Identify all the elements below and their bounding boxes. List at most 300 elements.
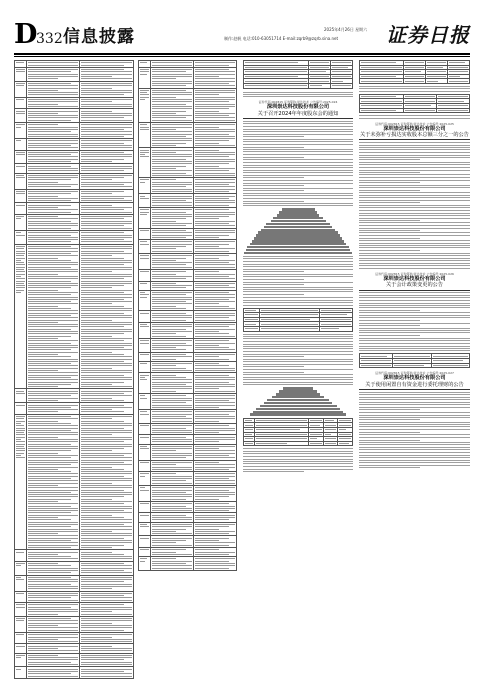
text-line	[152, 117, 186, 118]
text-line	[28, 512, 71, 513]
text-line	[152, 235, 192, 236]
table-row	[139, 435, 237, 444]
text-line	[152, 313, 186, 314]
text-line	[195, 237, 219, 238]
table-cell	[193, 290, 236, 311]
text-line	[195, 115, 229, 116]
text-line	[195, 108, 229, 109]
text-line	[427, 62, 446, 63]
text-line	[81, 547, 111, 548]
text-line	[16, 140, 21, 141]
paragraph	[359, 452, 470, 458]
text-line	[152, 94, 192, 95]
text-line	[28, 669, 79, 670]
text-line	[152, 101, 192, 102]
text-line	[310, 429, 321, 430]
table-bar	[244, 252, 352, 254]
text-line	[81, 117, 124, 118]
paragraph	[359, 402, 470, 413]
text-line	[28, 407, 71, 408]
text-line	[81, 262, 132, 263]
text-line	[28, 111, 79, 112]
text-line	[81, 241, 132, 242]
text-line	[28, 372, 79, 373]
text-line	[195, 150, 219, 151]
text-line	[195, 78, 235, 79]
text-line	[81, 370, 132, 371]
table-row	[15, 139, 134, 150]
text-line	[359, 228, 470, 229]
text-line	[195, 168, 235, 169]
text-line	[16, 253, 25, 254]
notice-rule	[243, 118, 353, 119]
text-line	[28, 395, 71, 396]
text-line	[195, 333, 229, 334]
text-line	[152, 425, 192, 426]
text-line	[81, 657, 132, 658]
text-line	[28, 554, 58, 555]
table-cell	[360, 363, 393, 368]
text-line	[28, 239, 79, 240]
table-cell	[150, 322, 193, 338]
text-line	[28, 524, 79, 525]
text-line	[332, 85, 351, 86]
text-line	[28, 115, 79, 116]
text-line	[245, 434, 252, 435]
text-line	[28, 423, 71, 424]
text-line	[195, 533, 229, 534]
text-line	[16, 166, 25, 167]
text-line	[28, 446, 79, 447]
table-row	[15, 67, 134, 81]
text-line	[81, 540, 132, 541]
table-row	[139, 290, 237, 311]
notice-rule	[359, 139, 470, 140]
text-line	[195, 163, 229, 164]
text-line	[140, 271, 149, 272]
text-line	[195, 418, 235, 419]
text-line	[195, 267, 235, 268]
paragraph	[359, 142, 470, 150]
text-line	[152, 209, 192, 210]
text-line	[152, 421, 192, 422]
text-line	[243, 159, 353, 160]
text-line	[28, 274, 58, 275]
text-line	[195, 326, 229, 327]
text-line	[140, 292, 145, 293]
text-line	[81, 499, 111, 500]
text-line	[152, 483, 192, 484]
text-line	[152, 368, 186, 369]
table-cell	[193, 352, 236, 361]
text-line	[359, 346, 470, 347]
text-line	[81, 485, 132, 486]
text-line	[28, 65, 79, 66]
paragraph	[359, 460, 470, 468]
text-line	[81, 269, 132, 270]
text-line	[243, 279, 304, 280]
text-line	[81, 375, 124, 376]
text-line	[195, 476, 235, 477]
text-line	[16, 446, 24, 447]
text-line	[152, 473, 176, 474]
text-line	[140, 398, 147, 399]
text-line	[195, 202, 235, 203]
text-line	[405, 101, 435, 102]
text-line	[195, 515, 235, 516]
table-row	[15, 214, 134, 230]
text-line	[195, 359, 229, 360]
table-cell	[193, 281, 236, 290]
table-cell	[139, 240, 151, 254]
table-cell	[150, 61, 193, 68]
text-line	[243, 170, 353, 171]
table-cell	[26, 575, 80, 591]
table-cell	[150, 228, 193, 239]
text-line	[243, 94, 353, 95]
table-cell	[26, 173, 80, 189]
text-line	[195, 313, 235, 314]
table-cell	[150, 444, 193, 460]
notice-header-1	[243, 100, 353, 119]
text-line	[243, 147, 304, 148]
text-line	[28, 510, 79, 511]
text-line	[28, 262, 79, 263]
text-line	[28, 129, 79, 130]
text-line	[152, 405, 192, 406]
text-line	[359, 457, 470, 458]
text-line	[359, 268, 470, 269]
text-line	[152, 184, 192, 185]
text-line	[28, 379, 79, 380]
table-cell	[80, 81, 134, 97]
text-line	[16, 646, 25, 647]
text-line	[195, 223, 229, 224]
text-line	[243, 461, 353, 462]
text-line	[310, 71, 326, 72]
text-line	[140, 414, 149, 415]
text-line	[28, 637, 79, 638]
table-cell	[15, 214, 27, 230]
table-cell	[150, 67, 193, 88]
text-line	[28, 117, 79, 118]
text-line	[28, 377, 71, 378]
text-line	[28, 639, 58, 640]
paragraph	[243, 344, 353, 350]
text-line	[28, 455, 79, 456]
text-line	[359, 185, 470, 186]
text-line	[256, 420, 308, 421]
text-line	[28, 177, 79, 178]
text-line	[195, 271, 219, 272]
text-line	[245, 62, 298, 63]
text-line	[152, 83, 192, 84]
table-row	[15, 61, 134, 68]
text-line	[81, 101, 111, 102]
text-line	[195, 94, 219, 95]
text-line	[195, 221, 235, 222]
text-line	[81, 179, 111, 180]
text-line	[140, 90, 149, 91]
text-line	[81, 264, 124, 265]
text-line	[28, 533, 58, 534]
table-cell	[139, 148, 151, 178]
table-row	[15, 603, 134, 617]
text-line	[81, 156, 132, 157]
text-line	[195, 214, 235, 215]
table-row	[139, 352, 237, 361]
text-line	[81, 76, 111, 77]
text-line	[28, 290, 58, 291]
text-line	[152, 301, 186, 302]
text-line	[140, 476, 145, 477]
text-line	[152, 382, 192, 383]
text-line	[195, 127, 219, 128]
text-line	[81, 517, 124, 518]
text-line	[28, 329, 71, 330]
text-line	[321, 310, 351, 311]
table-row	[139, 338, 237, 352]
text-line	[361, 365, 391, 366]
text-line	[195, 262, 229, 263]
text-line	[81, 308, 132, 309]
text-line	[152, 150, 192, 151]
table-cell	[139, 67, 151, 88]
text-line	[243, 463, 353, 464]
text-line	[449, 76, 460, 77]
text-line	[16, 579, 24, 580]
text-line	[195, 303, 219, 304]
table-row	[15, 414, 134, 550]
table-cell	[26, 603, 80, 617]
text-line	[152, 529, 186, 530]
table-cell	[15, 164, 27, 173]
text-line	[28, 248, 79, 249]
text-line	[195, 264, 235, 265]
table-cell	[193, 338, 236, 352]
table-row	[15, 189, 134, 203]
text-line	[243, 448, 353, 449]
brand-logo: 证券日报	[386, 23, 470, 47]
text-line	[140, 258, 149, 259]
text-line	[152, 545, 192, 546]
table-row	[139, 513, 237, 522]
table-cell	[26, 81, 80, 97]
text-line	[359, 243, 470, 244]
text-line	[359, 218, 470, 219]
paragraph	[243, 282, 353, 293]
text-line	[16, 177, 25, 178]
table-cell	[15, 591, 27, 602]
notice-body-4	[359, 392, 470, 468]
table-cell	[80, 203, 134, 214]
text-line	[359, 449, 470, 450]
table-cell	[139, 311, 151, 322]
text-line	[243, 364, 353, 365]
text-line	[152, 400, 192, 401]
paragraph	[359, 335, 470, 343]
table-row	[139, 123, 237, 148]
table-cell	[139, 338, 151, 352]
text-line	[81, 556, 132, 557]
text-line	[243, 256, 353, 257]
table-row	[15, 123, 134, 139]
table-cell	[80, 616, 134, 632]
text-line	[81, 260, 132, 261]
text-line	[359, 210, 470, 211]
text-line	[16, 552, 24, 553]
text-line	[81, 191, 124, 192]
text-line	[405, 96, 435, 97]
text-line	[28, 140, 79, 141]
text-line	[152, 62, 192, 63]
text-line	[140, 97, 149, 98]
text-line	[243, 451, 353, 452]
text-line	[195, 179, 235, 180]
text-line	[81, 235, 132, 236]
text-line	[359, 335, 420, 336]
text-line	[81, 145, 132, 146]
text-line	[28, 315, 71, 316]
text-line	[81, 441, 124, 442]
text-line	[152, 554, 192, 555]
text-line	[243, 361, 353, 362]
text-line	[339, 425, 351, 426]
paragraph	[359, 323, 470, 334]
text-line	[16, 441, 25, 442]
text-line	[152, 131, 192, 132]
text-line	[28, 597, 71, 598]
text-line	[28, 485, 58, 486]
text-line	[81, 297, 132, 298]
table-row	[139, 485, 237, 501]
text-line	[152, 297, 192, 298]
text-line	[81, 152, 124, 153]
text-line	[28, 88, 79, 89]
text-line	[243, 151, 353, 152]
table-cell	[15, 150, 27, 164]
text-line	[152, 457, 186, 458]
paragraph	[359, 429, 470, 437]
table-cell	[193, 485, 236, 501]
text-line	[28, 251, 79, 252]
paragraph	[359, 213, 470, 224]
table-cell	[15, 230, 27, 244]
text-line	[28, 345, 79, 346]
text-line	[16, 152, 25, 153]
text-line	[152, 384, 186, 385]
text-line	[359, 467, 420, 468]
text-line	[28, 136, 79, 137]
table-cell	[15, 189, 27, 203]
text-line	[195, 159, 235, 160]
text-line	[195, 496, 229, 497]
text-line	[16, 285, 25, 286]
table-row	[139, 460, 237, 471]
text-line	[359, 190, 420, 191]
paragraph	[243, 466, 353, 472]
paragraph	[359, 86, 470, 92]
text-line	[16, 85, 24, 86]
text-line	[28, 246, 71, 247]
text-line	[152, 324, 192, 325]
text-line	[140, 437, 149, 438]
table-row	[15, 403, 134, 414]
text-line	[243, 348, 353, 349]
notice-company: 深圳崇达科技股份有限公司	[266, 104, 330, 111]
table-cell	[15, 414, 27, 550]
text-line	[152, 416, 186, 417]
text-line	[140, 503, 149, 504]
text-line	[16, 563, 25, 564]
table-row	[15, 389, 134, 403]
text-line	[28, 283, 79, 284]
text-line	[16, 111, 25, 112]
text-line	[28, 556, 71, 557]
text-line	[195, 561, 229, 562]
table-cell	[80, 164, 134, 173]
text-line	[28, 62, 79, 63]
text-line	[152, 258, 186, 259]
text-line	[359, 297, 470, 298]
table-row	[139, 253, 237, 269]
text-line	[81, 425, 132, 426]
text-line	[359, 399, 470, 400]
table-cell	[15, 109, 27, 123]
table-row	[139, 228, 237, 239]
table-cell	[80, 550, 134, 561]
table-cell	[193, 194, 236, 208]
text-line	[195, 90, 235, 91]
text-line	[310, 76, 329, 77]
notice-title: 关于未弥补亏损达实收股本总额三分之一的公告	[360, 131, 469, 138]
text-line	[152, 232, 192, 233]
text-line	[152, 218, 186, 219]
text-line	[195, 106, 235, 107]
text-line	[195, 343, 235, 344]
text-line	[140, 294, 149, 295]
text-line	[195, 416, 235, 417]
text-line	[152, 264, 186, 265]
text-line	[16, 421, 25, 422]
text-line	[195, 129, 235, 130]
table-cell	[193, 322, 236, 338]
text-line	[16, 657, 21, 658]
text-line	[28, 170, 79, 171]
text-line	[28, 607, 71, 608]
text-line	[28, 439, 79, 440]
text-line	[195, 421, 219, 422]
table-cell	[254, 441, 309, 446]
paragraph	[243, 372, 353, 380]
paragraph	[243, 364, 353, 370]
text-line	[243, 271, 304, 272]
text-line	[359, 338, 470, 339]
text-line	[28, 462, 79, 463]
table-cell	[15, 632, 27, 643]
table-cell	[139, 522, 151, 536]
text-line	[152, 175, 192, 176]
paragraph	[243, 459, 353, 465]
table-cell	[15, 653, 27, 667]
text-line	[152, 129, 176, 130]
text-line	[28, 620, 79, 621]
text-line	[16, 232, 21, 233]
notice-header-2	[359, 122, 470, 141]
text-line	[152, 490, 192, 491]
text-line	[152, 476, 192, 477]
text-line	[140, 411, 147, 412]
